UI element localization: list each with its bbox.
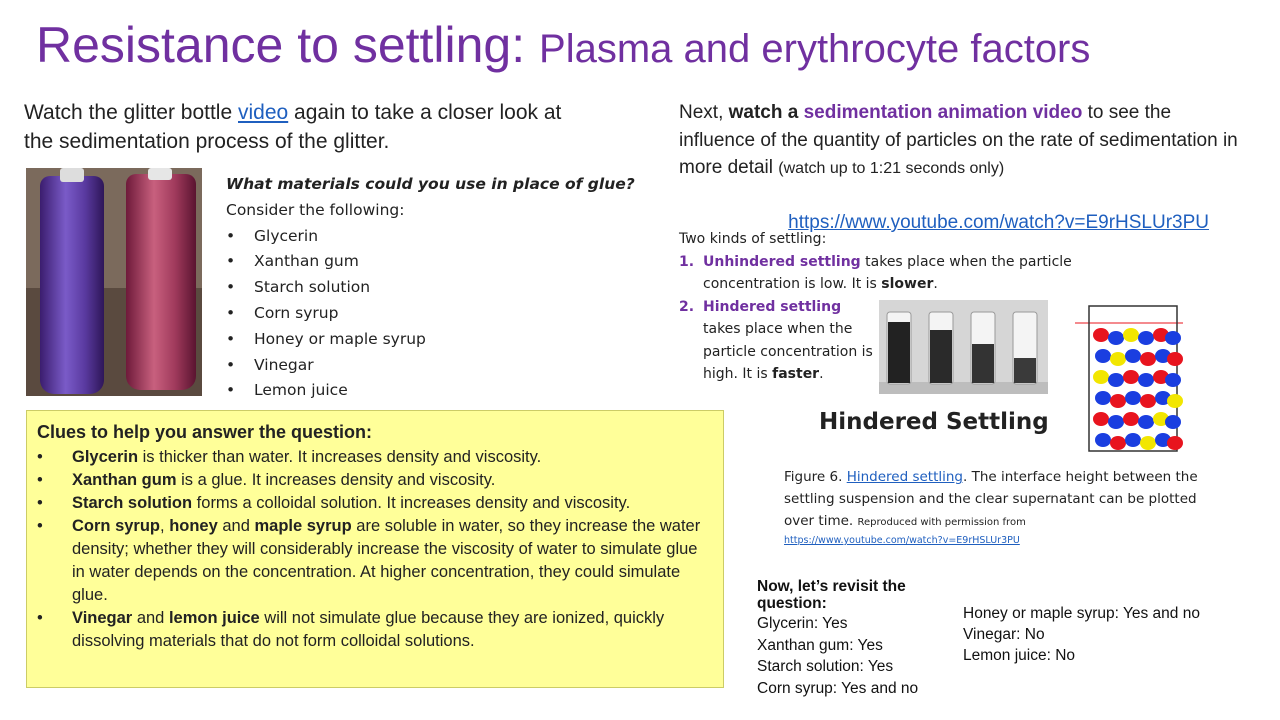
item-number: 2. bbox=[679, 298, 695, 315]
clue-term: Glycerin bbox=[72, 448, 139, 466]
clue-term: Starch solution bbox=[72, 494, 193, 512]
bead-rows bbox=[1093, 328, 1183, 450]
intro-text-end: again to take a closer look at the sedimentation process of the glitter. bbox=[24, 101, 562, 153]
hindered-settling-diagram bbox=[1075, 303, 1185, 453]
bead bbox=[1167, 394, 1183, 408]
purple-bottle bbox=[40, 176, 104, 394]
material-item: • Xanthan gum bbox=[254, 249, 666, 275]
clue-item bbox=[72, 515, 713, 607]
bead bbox=[1125, 391, 1141, 405]
title-sub: Plasma and erythrocyte factors bbox=[539, 27, 1091, 71]
clues-heading: Clues to help you answer the question: bbox=[37, 422, 373, 442]
settling-text: takes place when the particle concentration is low. It is bbox=[703, 253, 1072, 292]
material-item: • Honey or maple syrup bbox=[254, 327, 666, 353]
hindered-settling-label: Hindered Settling bbox=[819, 409, 1049, 435]
settling-end: . bbox=[819, 366, 824, 382]
clue-term: Vinegar bbox=[72, 609, 133, 627]
clues-list bbox=[37, 446, 713, 653]
slide-title bbox=[36, 18, 1266, 76]
bead bbox=[1167, 352, 1183, 366]
materials-list bbox=[226, 172, 666, 404]
ri-t5: (watch up to 1:21 seconds only) bbox=[778, 160, 1005, 177]
settling-text: takes place when the particle concentration is high. It is bbox=[703, 321, 873, 382]
intro-text: Watch the glitter bottle bbox=[24, 101, 238, 124]
bead bbox=[1110, 394, 1126, 408]
hindered-settling-link[interactable]: Hindered settling bbox=[846, 469, 963, 485]
bead bbox=[1140, 394, 1156, 408]
figure-label: Figure 6. bbox=[784, 469, 847, 485]
bead bbox=[1125, 349, 1141, 363]
clue-text: are soluble in water, so they increase the water density; whether they will considerably increase the viscosity of water to simulate glue in water depends on the concentration. At higher concentration, they could simulate glue. bbox=[72, 517, 701, 604]
bead bbox=[1165, 331, 1181, 345]
materials-consider: Consider the following: bbox=[226, 200, 405, 219]
clue-term: honey bbox=[169, 517, 218, 535]
bead bbox=[1110, 436, 1126, 450]
clues-box bbox=[26, 410, 724, 688]
revisit-answers-right bbox=[963, 603, 1238, 666]
title-main: Resistance to settling: bbox=[36, 17, 540, 73]
material-item: • Corn syrup bbox=[254, 301, 666, 327]
item-number: 1. bbox=[679, 253, 695, 270]
settling-heading: Two kinds of settling: bbox=[679, 231, 827, 247]
material-item: • Glycerin bbox=[254, 224, 666, 250]
bead bbox=[1093, 412, 1109, 426]
clue-text: is a glue. It increases density and viscosity. bbox=[176, 471, 496, 489]
answer-line: Vinegar: No bbox=[963, 626, 1045, 643]
bead bbox=[1167, 436, 1183, 450]
bead bbox=[1123, 328, 1139, 342]
figure-credit: Reproduced with permission from bbox=[857, 517, 1026, 528]
clue-item bbox=[72, 469, 713, 492]
settling-term: Unhindered settling bbox=[703, 253, 861, 270]
answer-line: Glycerin: Yes bbox=[757, 615, 848, 632]
settling-tubes-photo bbox=[879, 300, 1048, 394]
bead bbox=[1108, 415, 1124, 429]
bead bbox=[1093, 370, 1109, 384]
video-link[interactable]: video bbox=[238, 101, 289, 124]
clue-term: Corn syrup bbox=[72, 517, 161, 535]
material-item: • Lemon juice bbox=[254, 378, 666, 404]
figure-credit-link[interactable]: https://www.youtube.com/watch?v=E9rHSLUr3PU bbox=[784, 535, 1020, 546]
answer-line: Xanthan gum: Yes bbox=[757, 636, 883, 654]
figure-caption bbox=[784, 466, 1224, 548]
bead bbox=[1093, 328, 1109, 342]
clue-item bbox=[72, 492, 713, 515]
clue-text: is thicker than water. It increases density and viscosity. bbox=[138, 448, 542, 466]
answer-line: Starch solution: Yes bbox=[757, 658, 894, 675]
figure-text: . The interface height between the settling suspension and the clear supernatant can be plotted over time. bbox=[784, 469, 1198, 529]
revisit-heading: Now, let’s revisit the question: bbox=[757, 578, 906, 612]
material-item: • Vinegar bbox=[254, 353, 666, 379]
ri-t1: Next, bbox=[679, 102, 729, 123]
bead bbox=[1138, 331, 1154, 345]
bead bbox=[1108, 331, 1124, 345]
clue-term: lemon juice bbox=[168, 609, 260, 627]
bead bbox=[1165, 415, 1181, 429]
bead bbox=[1108, 373, 1124, 387]
clue-sep: , bbox=[160, 517, 170, 535]
youtube-url-link[interactable]: https://www.youtube.com/watch?v=E9rHSLUr3PU bbox=[788, 212, 1209, 233]
bead bbox=[1125, 433, 1141, 447]
settling-item-unhindered bbox=[679, 251, 1099, 296]
answer-line: Lemon juice: No bbox=[963, 647, 1076, 664]
clue-text: forms a colloidal solution. It increases density and viscosity. bbox=[192, 494, 631, 512]
bead bbox=[1095, 349, 1111, 363]
clue-item bbox=[72, 607, 713, 653]
ri-t2: watch a bbox=[728, 102, 804, 123]
clue-sep: and bbox=[217, 517, 255, 535]
settling-end: . bbox=[933, 276, 938, 292]
clue-term: Xanthan gum bbox=[72, 471, 177, 489]
ri-t4: to see the influence of the quantity of particles on the rate of sedimentation in more detail bbox=[679, 102, 1238, 178]
bead bbox=[1095, 391, 1111, 405]
bead bbox=[1123, 412, 1139, 426]
bead bbox=[1110, 352, 1126, 366]
bead bbox=[1138, 415, 1154, 429]
clue-sep: and bbox=[132, 609, 169, 627]
answer-line: Corn syrup: Yes and no bbox=[757, 679, 919, 697]
ri-t3: sedimentation animation video bbox=[803, 102, 1083, 123]
clue-item bbox=[72, 446, 713, 469]
materials-items bbox=[226, 224, 666, 405]
bead bbox=[1138, 373, 1154, 387]
material-item: • Starch solution bbox=[254, 275, 666, 301]
settling-speed: slower bbox=[881, 276, 934, 292]
clue-text: will not simulate glue because they are ionized, quickly dissolving materials that do not form colloidal solutions. bbox=[72, 609, 665, 650]
bead bbox=[1095, 433, 1111, 447]
settling-item-hindered bbox=[679, 296, 883, 386]
revisit-answers bbox=[757, 578, 957, 699]
clue-term: maple syrup bbox=[254, 517, 352, 535]
bead bbox=[1140, 352, 1156, 366]
red-bottle bbox=[126, 174, 196, 390]
answer-line: Honey or maple syrup: Yes and no bbox=[963, 605, 1200, 622]
settling-term: Hindered settling bbox=[703, 298, 842, 315]
bead bbox=[1165, 373, 1181, 387]
materials-question: What materials could you use in place of glue? bbox=[226, 175, 635, 193]
glitter-bottles-photo bbox=[26, 168, 202, 396]
bead bbox=[1140, 436, 1156, 450]
bead bbox=[1123, 370, 1139, 384]
settling-speed: faster bbox=[772, 366, 820, 382]
